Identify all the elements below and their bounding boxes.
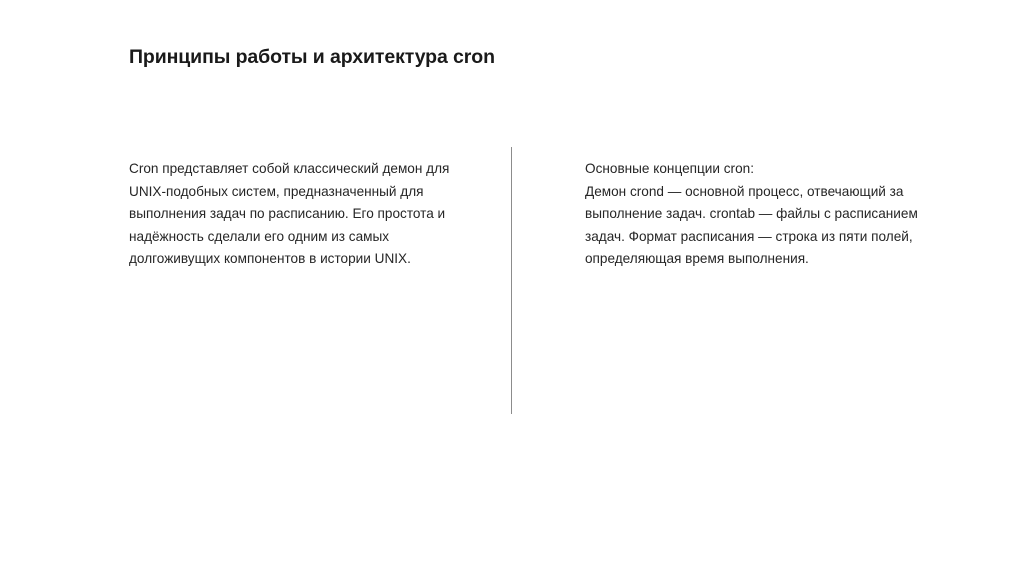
text-line: долгоживущих компонентов в истории UNIX. <box>129 251 411 266</box>
text-line: Демон crond — основной процесс, отвечающий за <box>585 183 904 199</box>
text-line: определяющая время выполнения. <box>585 251 809 266</box>
column-divider <box>511 147 512 414</box>
slide-title: Принципы работы и архитектура cron <box>129 46 495 68</box>
text-line: Основные концепции cron: <box>585 161 754 176</box>
text-line: выполнение задач. crontab — файлы с расписанием <box>585 206 918 221</box>
text-line: UNIX-подобных систем, предназначенный для <box>129 183 424 199</box>
text-line: задач. Формат расписания — строка из пяти полей, <box>585 228 913 244</box>
left-text-column <box>129 158 474 271</box>
right-text-column <box>585 158 945 271</box>
text-line: Cron представляет собой классический демон для <box>129 161 450 176</box>
text-line: надёжность сделали его одним из самых <box>129 228 390 244</box>
text-line: выполнения задач по расписанию. Его простота и <box>129 206 446 221</box>
